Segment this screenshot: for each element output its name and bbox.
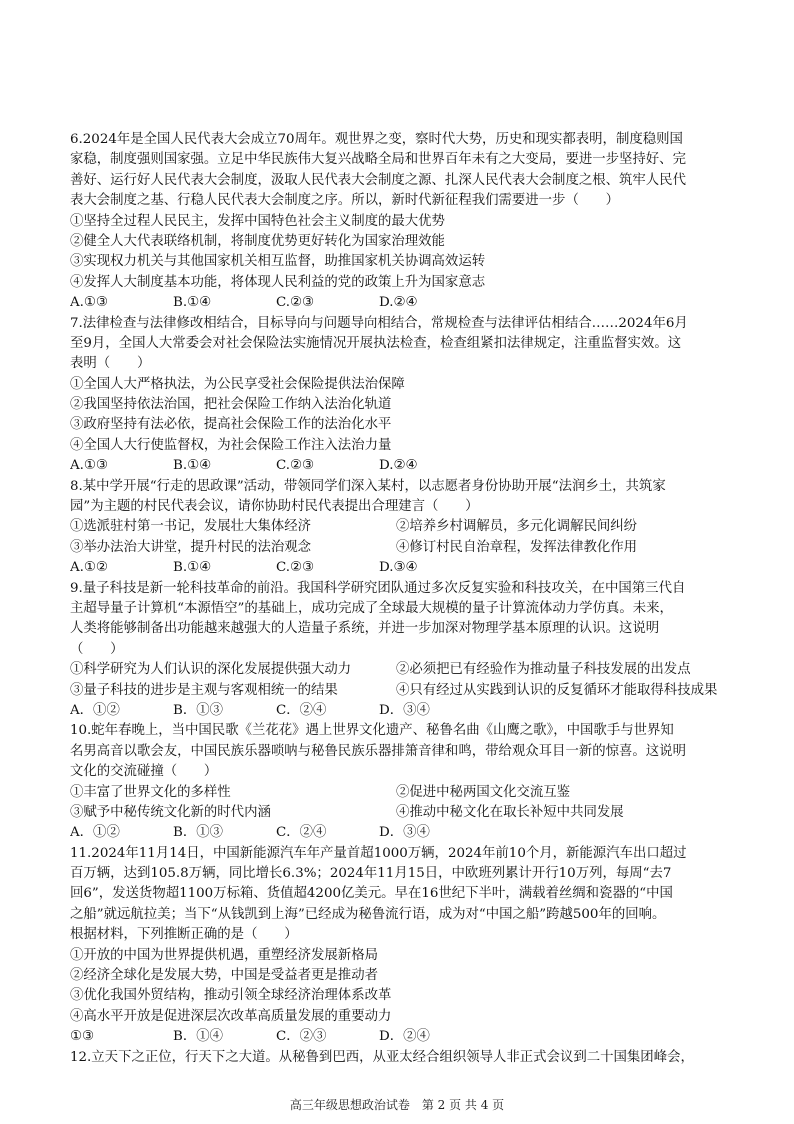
statement-option: ④只有经过从实践到认识的反复循环才能取得科技成果 <box>396 682 718 698</box>
question-stem-line: 9.量子科技是新一轮科技革命的前沿。我国科学研究团队通过多次反复实验和科技攻关，在中国第三代自 <box>70 580 686 596</box>
question-stem-line: 表明（ ） <box>70 356 151 372</box>
question-stem-line: 根据材料，下列推断正确的是（ ） <box>70 927 298 943</box>
statement-option: ④推动中秘文化在取长补短中共同发展 <box>396 804 624 820</box>
choice-c: C．②④ <box>276 825 327 841</box>
answer-choices <box>70 293 732 313</box>
question-10 <box>70 721 732 843</box>
choice-b: B.①④ <box>173 295 212 311</box>
statement-option: ②促进中秘两国文化交流互鉴 <box>396 784 571 800</box>
question-stem-line: 11.2024年11月14日，中国新能源汽车年产量首超1000万辆，2024年前10个月，新能源汽车出口超过 <box>70 845 687 861</box>
statement-option: ④高水平开放是促进深层次改革高质量发展的重要动力 <box>70 1008 392 1024</box>
answer-choices <box>70 701 732 721</box>
statement-option: ③政府坚持有法必依，提高社会保险工作的法治化水平 <box>70 417 392 433</box>
statement-option: ②必须把已有经验作为推动量子科技发展的出发点 <box>396 662 691 678</box>
statement-option-row <box>70 803 732 823</box>
answer-choices <box>70 558 732 578</box>
question-stem-line: 百万辆，达到105.8万辆，同比增长6.3%；2024年11月15日，中欧班列累计开行10万列，每周“去7 <box>70 866 672 882</box>
choice-a: A.①③ <box>70 295 108 311</box>
question-stem-line: 人类将能够制备出功能越来越强大的人造量子系统，并进一步加深对物理学基本原理的认识。这说明 <box>70 621 660 637</box>
statement-option: ③赋予中秘传统文化新的时代内涵 <box>70 804 271 820</box>
statement-option: ③优化我国外贸结构，推动引领全球经济治理体系改革 <box>70 988 392 1004</box>
choice-c: C.②③ <box>276 560 315 576</box>
question-stem-line: 7.法律检查与法律修改相结合，目标导向与问题导向相结合，常规检查与法律评估相结合……2024年6月 <box>70 315 688 331</box>
question-stem-line: 12.立天下之正位，行天下之大道。从秘鲁到巴西，从亚太经合组织领导人非正式会议到二十国集团峰会， <box>70 1049 694 1065</box>
question-12 <box>70 1048 732 1068</box>
statement-option: ④全国人大行使监督权，为社会保险工作注入法治力量 <box>70 437 392 453</box>
statement-option: ①选派驻村第一书记，发展壮大集体经济 <box>70 519 312 535</box>
question-stem-line: （ ） <box>70 641 124 657</box>
statement-option: ②培养乡村调解员，多元化调解民间纠纷 <box>396 519 638 535</box>
answer-choices <box>70 456 732 476</box>
statement-option-row <box>70 681 732 701</box>
page-footer: 高三年级思想政治试卷 第 2 页 共 4 页 <box>289 1098 505 1112</box>
statement-option: ③实现权力机关与其他国家机关相互监督，助推国家机关协调高效运转 <box>70 254 486 270</box>
statement-option: ①科学研究为人们认识的深化发展提供强大动力 <box>70 662 352 678</box>
question-stem-line: 文化的交流碰撞（ ） <box>70 764 218 780</box>
choice-a: ①③ <box>70 1029 95 1045</box>
question-stem-line: 名男高音以歌会友，中国民族乐器唢呐与秘鲁民族乐器排箫音律和鸣，带给观众耳目一新的惊喜。这说明 <box>70 743 686 759</box>
choice-b: B．①③ <box>173 702 224 718</box>
question-stem-line: 主超导量子计算机“本源悟空”的基础上，成功完成了全球最大规模的量子计算流体动力学仿真。未来， <box>70 600 673 616</box>
choice-c: C.②③ <box>276 295 315 311</box>
choice-b: B.①④ <box>173 560 212 576</box>
statement-option-row <box>70 660 732 680</box>
choice-a: A.①② <box>70 560 108 576</box>
answer-choices <box>70 1027 732 1047</box>
question-stem-line: 10.蛇年春晚上，当中国民歌《兰花花》遇上世界文化遗产、秘鲁名曲《山鹰之歌》，中国歌手与世界知 <box>70 723 674 739</box>
answer-choices <box>70 823 732 843</box>
choice-b: B．①③ <box>173 825 224 841</box>
statement-option: ③举办法治大讲堂，提升村民的法治观念 <box>70 539 312 555</box>
question-11 <box>70 844 732 1048</box>
question-9 <box>70 579 732 722</box>
question-stem-line: 园”为主题的村民代表会议，请你协助村民代表提出合理建言（ ） <box>70 499 479 515</box>
statement-option: ②我国坚持依法治国，把社会保险工作纳入法治化轨道 <box>70 397 392 413</box>
choice-d: D.②④ <box>379 458 418 474</box>
choice-a: A.①③ <box>70 458 108 474</box>
statement-option-row <box>70 517 732 537</box>
statement-option: ①开放的中国为世界提供机遇，重塑经济发展新格局 <box>70 947 378 963</box>
choice-b: B．①④ <box>173 1029 224 1045</box>
question-content <box>70 130 732 1068</box>
question-stem-line: 表大会制度之基、行稳人民代表大会制度之序。所以，新时代新征程我们需要进一步（ ） <box>70 193 620 209</box>
question-8 <box>70 477 732 579</box>
choice-c: C．②③ <box>276 1029 327 1045</box>
choice-a: A．①② <box>70 702 120 718</box>
choice-a: A．①② <box>70 825 120 841</box>
statement-option: ②经济全球化是发展大势，中国是受益者更是推动者 <box>70 968 378 984</box>
question-stem-line: 家稳，制度强则国家强。立足中华民族伟大复兴战略全局和世界百年未有之大变局，要进一步坚持好、完 <box>70 152 686 168</box>
choice-d: D．②④ <box>379 1029 430 1045</box>
statement-option-row <box>70 538 732 558</box>
statement-option: ④修订村民自治章程，发挥法律教化作用 <box>396 539 638 555</box>
statement-option: ②健全人大代表联络机制，将制度优势更好转化为国家治理效能 <box>70 233 445 249</box>
statement-option: ④发挥人大制度基本功能，将体现人民利益的党的政策上升为国家意志 <box>70 274 486 290</box>
question-stem-line: 至9月，全国人大常委会对社会保险法实施情况开展执法检查，检查组紧扣法律规定，注重监督实效。这 <box>70 335 682 351</box>
question-stem-line: 善好、运行好人民代表大会制度，汲取人民代表大会制度之源、扎深人民代表大会制度之根、筑牢人民代 <box>70 172 686 188</box>
question-stem-line: 8.某中学开展“行走的思政课”活动，带领同学们深入某村，以志愿者身份协助开展“法润乡土，共筑家 <box>70 478 666 494</box>
question-stem-line: 6.2024年是全国人民代表大会成立70周年。观世界之变，察时代大势，历史和现实都表明，制度稳则国 <box>70 132 683 147</box>
statement-option-row <box>70 783 732 803</box>
question-stem-line: 之船”就远航拉美；当下“从钱凯到上海”已经成为秘鲁流行语，成为对“中国之船”跨越500年的回响。 <box>70 906 666 922</box>
choice-c: C．②④ <box>276 702 327 718</box>
choice-d: D.③④ <box>379 560 418 576</box>
statement-option: ①丰富了世界文化的多样性 <box>70 784 231 800</box>
choice-d: D．③④ <box>379 825 430 841</box>
choice-d: D.②④ <box>379 295 418 311</box>
choice-d: D．③④ <box>379 702 430 718</box>
question-6 <box>70 130 732 314</box>
question-7 <box>70 314 732 477</box>
statement-option: ①全国人大严格执法，为公民享受社会保险提供法治保障 <box>70 376 405 392</box>
question-stem-line: 回6”，发送货物超1100万标箱、货值超4200亿美元。早在16世纪下半叶，满载着丝绸和瓷器的“中国 <box>70 886 673 902</box>
statement-option: ①坚持全过程人民民主，发挥中国特色社会主义制度的最大优势 <box>70 213 445 229</box>
choice-c: C.②③ <box>276 458 315 474</box>
statement-option: ③量子科技的进步是主观与客观相统一的结果 <box>70 682 338 698</box>
choice-b: B.①④ <box>173 458 212 474</box>
